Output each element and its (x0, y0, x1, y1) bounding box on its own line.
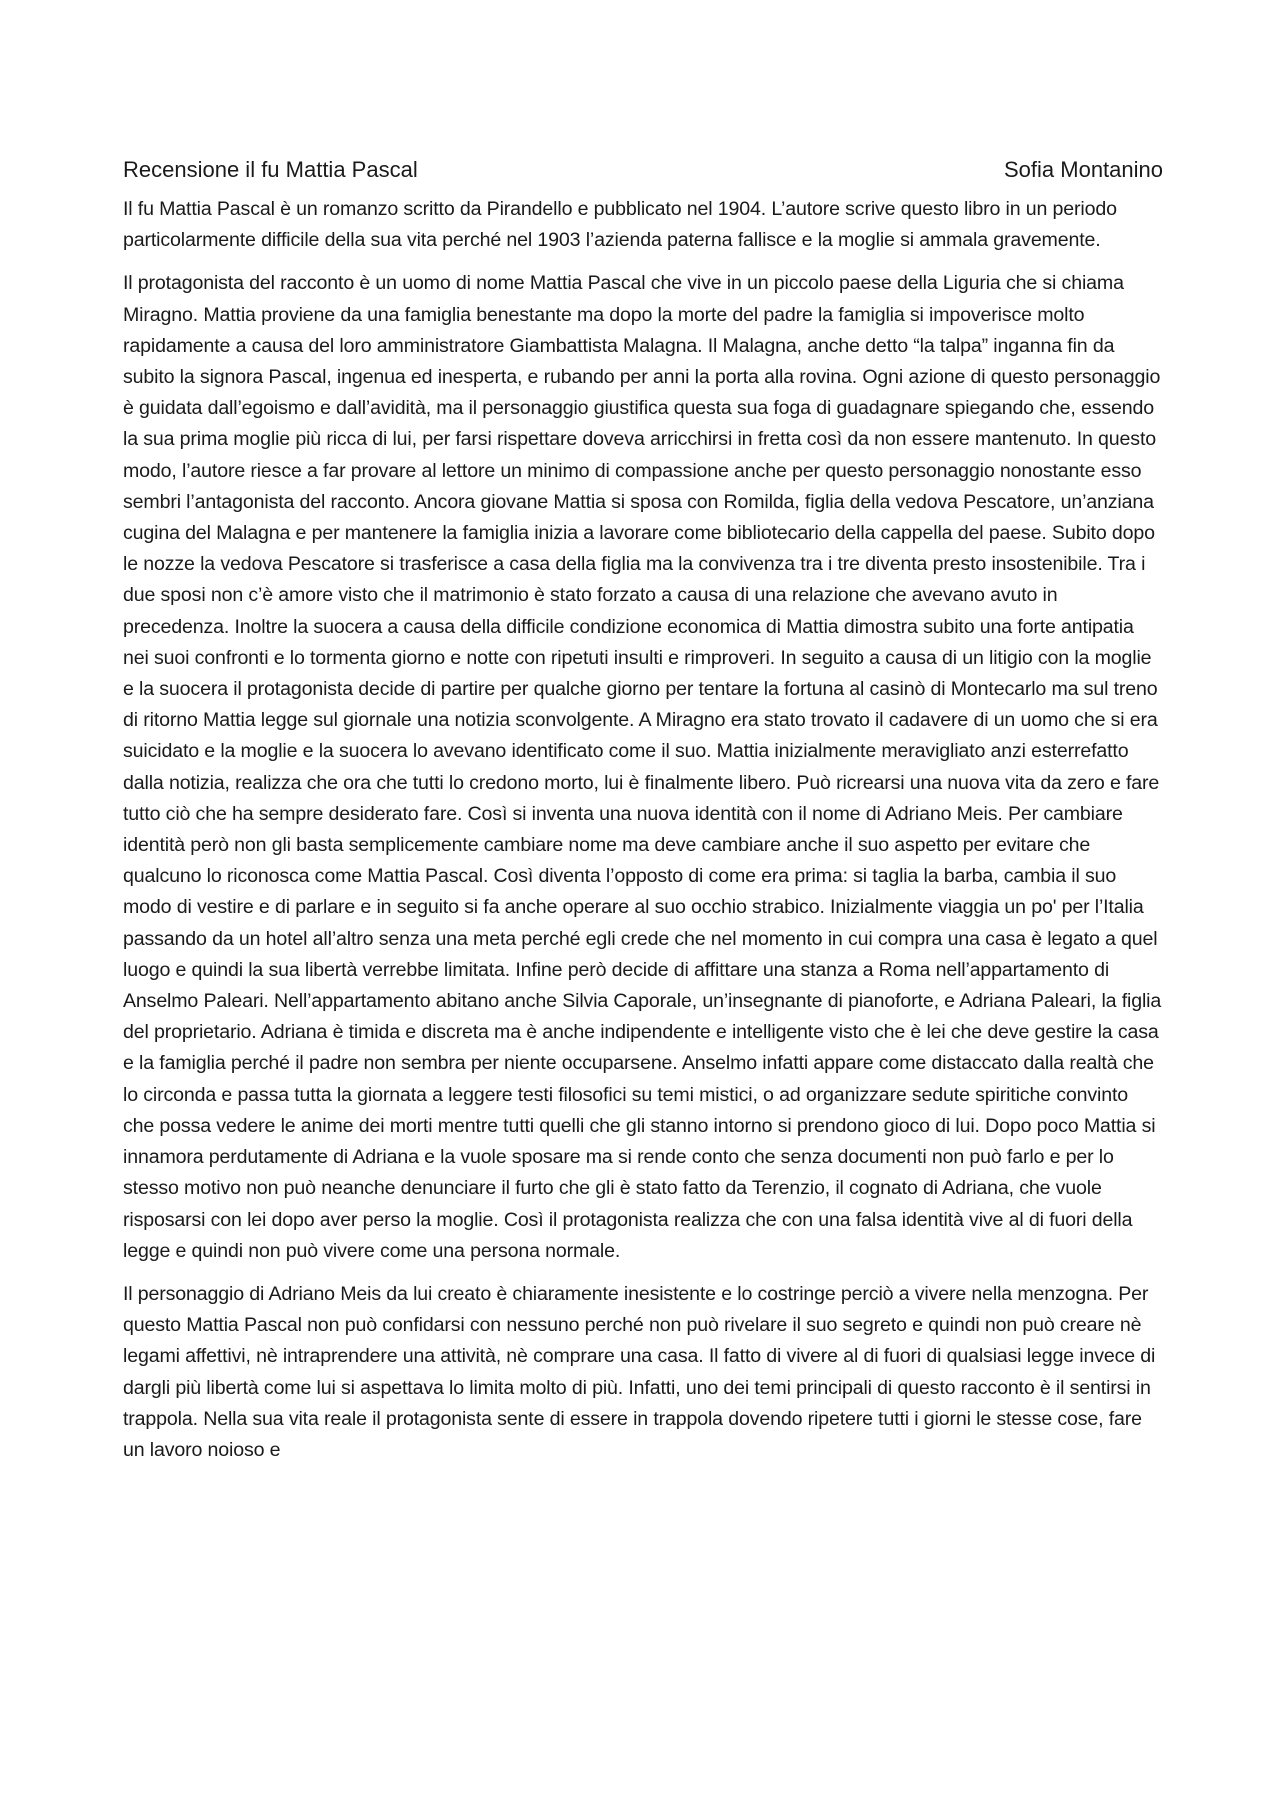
document-title: Recensione il fu Mattia Pascal (123, 157, 418, 182)
paragraph-plot: Il protagonista del racconto è un uomo di nome Mattia Pascal che vive in un piccolo paese della Liguria che si chiama Miragno. Mattia proviene da una famiglia benestante ma dopo la morte del padre la famiglia si impoverisce molto rapidamente a causa del loro amministratore Giambattista Malagna. Il Malagna, anche detto “la talpa” inganna fin da subito la signora Pascal, ingenua ed inesperta, e rubando per anni la porta alla rovina. Ogni azione di questo personaggio è guidata dall’egoismo e dall’avidità, ma il personaggio giustifica questa sua foga di guadagnare spiegando che, essendo la sua prima moglie più ricca di lui, per farsi rispettare doveva arricchirsi in fretta così da non essere mantenuto. In questo modo, l’autore riesce a far provare al lettore un minimo di compassione anche per questo personaggio nonostante esso sembri l’antagonista del racconto. Ancora giovane Mattia si sposa con Romilda, figlia della vedova Pescatore, un’anziana cugina del Malagna e per mantenere la famiglia inizia a lavorare come bibliotecario della cappella del paese. Subito dopo le nozze la vedova Pescatore si trasferisce a casa della figlia ma la convivenza tra i tre diventa presto insostenibile. Tra i due sposi non c’è amore visto che il matrimonio è stato forzato a causa di una relazione che avevano avuto in precedenza. Inoltre la suocera a causa della difficile condizione economica di Mattia dimostra subito una forte antipatia nei suoi confronti e lo tormenta giorno e notte con ripetuti insulti e rimproveri. In seguito a causa di un litigio con la moglie e la suocera il protagonista decide di partire per qualche giorno per tentare la fortuna al casinò di Montecarlo ma sul treno di ritorno Mattia legge sul giornale una notizia sconvolgente. A Miragno era stato trovato il cadavere di un uomo che si era suicidato e la moglie e la suocera lo avevano identificato come il suo. Mattia inizialmente meravigliato anzi esterrefatto dalla notizia, realizza che ora che tutti lo credono morto, lui è finalmente libero. Può ricrearsi una nuova vita da zero e fare tutto ciò che ha sempre desiderato fare. Così si inventa una nuova identità con il nome di Adriano Meis. Per cambiare identità però non gli basta semplicemente cambiare nome ma deve cambiare anche il suo aspetto per evitare che qualcuno lo riconosca come Mattia Pascal. Così diventa l’opposto di come era prima: si taglia la barba, cambia il suo modo di vestire e di parlare e in seguito si fa anche operare al suo occhio strabico. Inizialmente viaggia un po' per l’Italia passando da un hotel all’altro senza una meta perché egli crede che nel momento in cui compra una casa è legato a quel luogo e quindi la sua libertà verrebbe limitata. Infine però decide di affittare una stanza a Roma nell’appartamento di Anselmo Paleari. Nell’appartamento abitano anche Silvia Caporale, un’insegnante di pianoforte, e Adriana Paleari, la figlia del proprietario. Adriana è timida e discreta ma è anche indipendente e intelligente visto che è lei che deve gestire la casa e la famiglia perché il padre non sembra per niente occuparsene. Anselmo infatti appare come distaccato dalla realtà che lo circonda e passa tutta la giornata a leggere testi filosofici su temi mistici, o ad organizzare sedute spiritiche convinto che possa vedere le anime dei morti mentre tutti quelli che gli stanno intorno si prendono gioco di lui. Dopo poco Mattia si innamora perdutamente di Adriana e la vuole sposare ma si rende conto che senza documenti non può farlo e per lo stesso motivo non può neanche denunciare il furto che gli è stato fatto da Terenzio, il cognato di Adriana, che vuole risposarsi con lei dopo aver perso la moglie. Così il protagonista realizza che con una falsa identità vive al di fuori della legge e quindi non può vivere come una persona normale. (123, 272, 1162, 1262)
document-page (123, 150, 1163, 1478)
paragraph-analysis: Il personaggio di Adriano Meis da lui creato è chiaramente inesistente e lo costringe perciò a vivere nella menzogna. Per questo Mattia Pascal non può confidarsi con nessuno perché non può rivelare il suo segreto e quindi non può creare nè legami affettivi, nè intraprendere una attività, nè comprare una casa. Il fatto di vivere al di fuori di qualsiasi legge invece di dargli più libertà come lui si aspettava lo limita molto di più. Infatti, uno dei temi principali di questo racconto è il sentirsi in trappola. Nella sua vita reale il protagonista sente di essere in trappola dovendo ripetere tutti i giorni le stesse cose, fare un lavoro noioso e (123, 1282, 1156, 1461)
document-header (123, 150, 1163, 190)
paragraph-intro: Il fu Mattia Pascal è un romanzo scritto da Pirandello e pubblicato nel 1904. L’autore scrive questo libro in un periodo particolarmente difficile della sua vita perché nel 1903 l’azienda paterna fallisce e la moglie si ammala gravemente. (123, 198, 1117, 252)
document-author: Sofia Montanino (1004, 157, 1163, 182)
